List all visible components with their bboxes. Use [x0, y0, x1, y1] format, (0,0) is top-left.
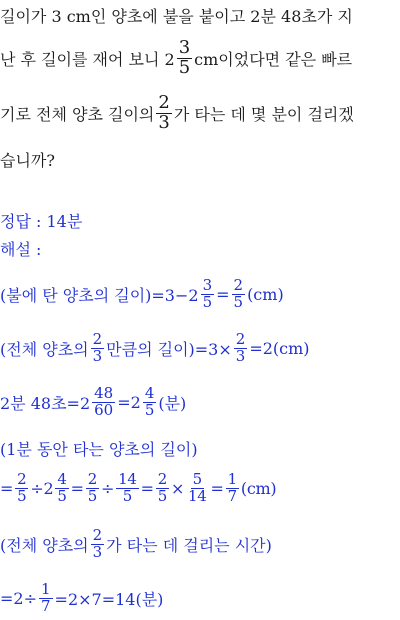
solution-step-4: (1분 동안 타는 양초의 길이): [0, 439, 198, 459]
question-line-3: [0, 90, 400, 136]
solution-step-1: (불에 탄 양초의 길이)=3−2 $\frac{3}{5}$ = $\frac{2}{5}$ (cm): [0, 275, 284, 311]
solution-step-3: 2분 48초=2 $\frac{48}{60}$ =2 $\frac{4}{5}$ (분): [0, 383, 187, 419]
question-line-2: [0, 36, 400, 80]
fraction: $\frac{2}{5}$: [17, 469, 27, 505]
question-text: 난 후 길이를 재어 보니 2: [0, 49, 175, 69]
question-line-4: [0, 146, 400, 172]
fraction: $\frac{5}{14}$: [188, 469, 207, 505]
fraction: $\frac{4}{5}$: [144, 383, 155, 419]
question-line-1: [0, 2, 400, 28]
fraction: $\frac{4}{5}$: [57, 469, 67, 505]
fraction: $\frac{48}{60}$: [94, 383, 114, 419]
answer-label: 정답 : 14분: [0, 211, 83, 231]
solution-step-2: (전체 양초의 $\frac{2}{3}$ 만큼의 길이)=3× $\frac{2}{3}$ =2(cm): [0, 329, 310, 365]
question-text: 기로 전체 양초 길이의: [0, 104, 155, 124]
fraction: $\frac{2}{3}$: [92, 329, 103, 365]
fraction: $\frac{3}{5}$: [202, 275, 213, 311]
fraction: $\frac{2}{3}$: [158, 91, 170, 133]
question-text: 가 타는 데 몇 분이 걸리겠: [173, 104, 354, 124]
solution-step-7: =2÷ $\frac{1}{7}$ =2×7=14(분): [0, 579, 164, 615]
question-text: 길이가 3 cm인 양초에 불을 붙이고 2분 48초가 지: [0, 6, 353, 26]
solution-step-5: = $\frac{2}{5}$ ÷2 $\frac{4}{5}$ = $\frac{2}{5}$ ÷ $\frac{14}{5}$ = $\frac{2}{5}$ × $\frac{5}{14}$ = $\frac{1}{7}$ (cm): [0, 469, 277, 505]
fraction: $\frac{2}{5}$: [87, 469, 97, 505]
fraction: $\frac{1}{7}$: [41, 579, 51, 615]
fraction: $\frac{3}{5}$: [178, 36, 191, 78]
explanation-label: 해설 :: [0, 239, 42, 259]
question-text: 습니까?: [0, 150, 55, 170]
solution-step-6: (전체 양초의 $\frac{2}{3}$ 가 타는 데 걸리는 시간): [0, 525, 272, 561]
fraction: $\frac{14}{5}$: [118, 469, 137, 505]
fraction: $\frac{2}{3}$: [235, 329, 246, 365]
fraction: $\frac{2}{3}$: [92, 525, 103, 561]
question-text: cm이었다면 같은 빠르: [194, 49, 353, 69]
fraction: $\frac{1}{7}$: [227, 469, 237, 505]
fraction: $\frac{2}{5}$: [157, 469, 167, 505]
fraction: $\frac{2}{5}$: [233, 275, 244, 311]
